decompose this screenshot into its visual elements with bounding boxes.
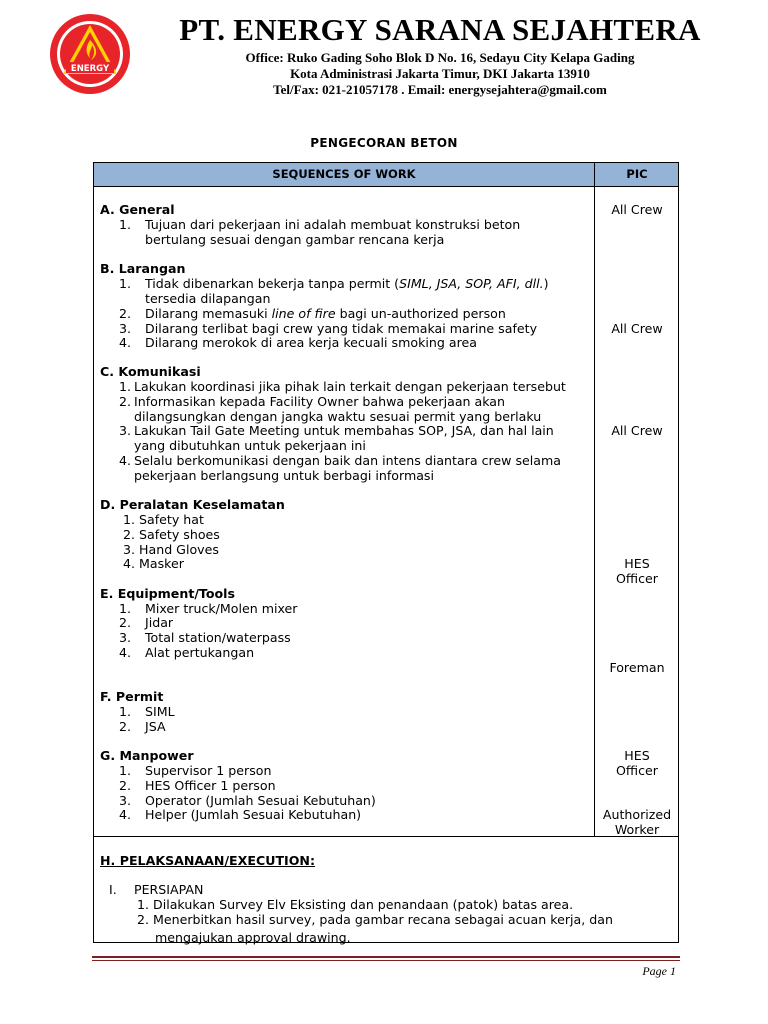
list-item: 4. Masker (123, 556, 184, 571)
list-item-cont: mengajukan approval drawing. (155, 930, 351, 945)
section-d-title: D. Peralatan Keselamatan (100, 497, 285, 512)
list-item: 2. Safety shoes (123, 527, 220, 542)
section-b-title: B. Larangan (100, 261, 186, 276)
list-item-num: 4. (119, 453, 132, 468)
office-address: Office: Ruko Gading Soho Blok D No. 16, Sedayu City Kelapa Gading (245, 50, 635, 65)
list-item: SIML (145, 704, 175, 719)
section-g-title: G. Manpower (100, 748, 194, 763)
list-item: Selalu berkomunikasi dengan baik dan intens diantara crew selama (134, 453, 561, 468)
list-item: Mixer truck/Molen mixer (145, 601, 298, 616)
list-item: Total station/waterpass (145, 630, 291, 645)
pic-section-c: All Crew (611, 423, 663, 438)
list-item: Jidar (145, 615, 174, 630)
section-h-title: H. PELAKSANAAN/EXECUTION: (100, 853, 316, 868)
list-item: Lakukan koordinasi jika pihak lain terkait dengan pekerjaan tersebut (134, 379, 566, 394)
header-pic: PIC (626, 167, 648, 181)
footer-rule-thin (92, 960, 680, 961)
list-item-cont: tersedia dilapangan (145, 291, 271, 306)
list-item: 2. Menerbitkan hasil survey, pada gambar recana sebagai acuan kerja, dan (137, 912, 613, 927)
list-item-num: 2. (119, 394, 132, 409)
list-item-num: 2. (119, 778, 132, 793)
pic-section-e: Foreman (609, 660, 665, 675)
energy-logo-icon (48, 12, 132, 96)
section-e-title: E. Equipment/Tools (100, 586, 235, 601)
list-item-cont: yang dibutuhkan untuk pekerjaan ini (134, 438, 366, 453)
list-item-num: 3. (119, 630, 132, 645)
list-item-num: 1. (119, 379, 132, 394)
header-sequences: SEQUENCES OF WORK (272, 167, 416, 181)
list-item-num: 1. (119, 217, 132, 232)
section-a-title: A. General (100, 202, 175, 217)
list-item-num: 4. (119, 807, 132, 822)
list-item: 1. Dilakukan Survey Elv Eksisting dan penandaan (patok) batas area. (137, 897, 574, 912)
list-item-num: 1. (119, 276, 132, 291)
footer-rule (92, 956, 680, 958)
pic-section-b: All Crew (611, 321, 663, 336)
list-item: Dilarang memasuki line of fire bagi un-authorized person (145, 306, 506, 321)
pic-section-d: HES (624, 556, 650, 571)
city-address: Kota Administrasi Jakarta Timur, DKI Jakarta 13910 (290, 66, 590, 81)
table-header (94, 163, 678, 187)
list-item-num: 1. (119, 763, 132, 778)
list-item: Dilarang terlibat bagi crew yang tidak memakai marine safety (145, 321, 538, 336)
pic-section-g-2-cont: Worker (614, 822, 660, 837)
list-item: JSA (145, 719, 166, 734)
list-item-cont: bertulang sesuai dengan gambar rencana kerja (145, 232, 445, 247)
list-item: Lakukan Tail Gate Meeting untuk membahas SOP, JSA, dan hal lain (134, 423, 554, 438)
contact-info: Tel/Fax: 021-21057178 . Email: energysejahtera@gmail.com (273, 82, 607, 97)
letterhead (44, 10, 724, 100)
section-c-title: C. Komunikasi (100, 364, 201, 379)
list-item-num: 2. (119, 615, 132, 630)
list-item: 3. Hand Gloves (123, 542, 219, 557)
list-item-cont: dilangsungkan dengan jangka waktu sesuai permit yang berlaku (134, 409, 542, 424)
list-item-num: 4. (119, 335, 132, 350)
list-item: Tidak dibenarkan bekerja tanpa permit (SIML, JSA, SOP, AFI, dll.) (145, 276, 549, 291)
list-item-num: 4. (119, 645, 132, 660)
list-item-num: 1. (119, 601, 132, 616)
list-item: Alat pertukangan (145, 645, 255, 660)
list-item-num: 3. (119, 423, 132, 438)
subsection-num: I. (109, 882, 117, 897)
pic-section-d-cont: Officer (616, 571, 658, 586)
list-item-num: 2. (119, 719, 132, 734)
document-title: PENGECORAN BETON (310, 136, 458, 150)
list-item: Operator (Jumlah Sesuai Kebutuhan) (145, 793, 376, 808)
list-item: Helper (Jumlah Sesuai Kebutuhan) (145, 807, 362, 822)
column-divider (594, 163, 595, 837)
work-sequence-table (93, 162, 679, 943)
page-number: Page 1 (642, 964, 676, 978)
pic-section-g-cont: Officer (616, 763, 658, 778)
list-item-num: 3. (119, 793, 132, 808)
list-item-num: 2. (119, 306, 132, 321)
subsection-title: PERSIAPAN (134, 882, 204, 897)
svg-text:ENERGY: ENERGY (70, 64, 110, 74)
list-item-num: 3. (119, 321, 132, 336)
pic-section-a: All Crew (611, 202, 663, 217)
section-f-title: F. Permit (100, 689, 164, 704)
list-item: Tujuan dari pekerjaan ini adalah membuat konstruksi beton (145, 217, 521, 232)
row-divider (94, 836, 678, 837)
pic-section-g-2: Authorized (602, 807, 672, 822)
company-name: PT. ENERGY SARANA SEJAHTERA (179, 12, 701, 47)
list-item: Informasikan kepada Facility Owner bahwa pekerjaan akan (134, 394, 506, 409)
list-item-num: 1. (119, 704, 132, 719)
list-item: Supervisor 1 person (145, 763, 272, 778)
list-item: HES Officer 1 person (145, 778, 276, 793)
list-item-cont: pekerjaan berlangsung untuk berbagi informasi (134, 468, 434, 483)
pic-section-g: HES (624, 748, 650, 763)
list-item: Dilarang merokok di area kerja kecuali smoking area (145, 335, 477, 350)
list-item: 1. Safety hat (123, 512, 204, 527)
